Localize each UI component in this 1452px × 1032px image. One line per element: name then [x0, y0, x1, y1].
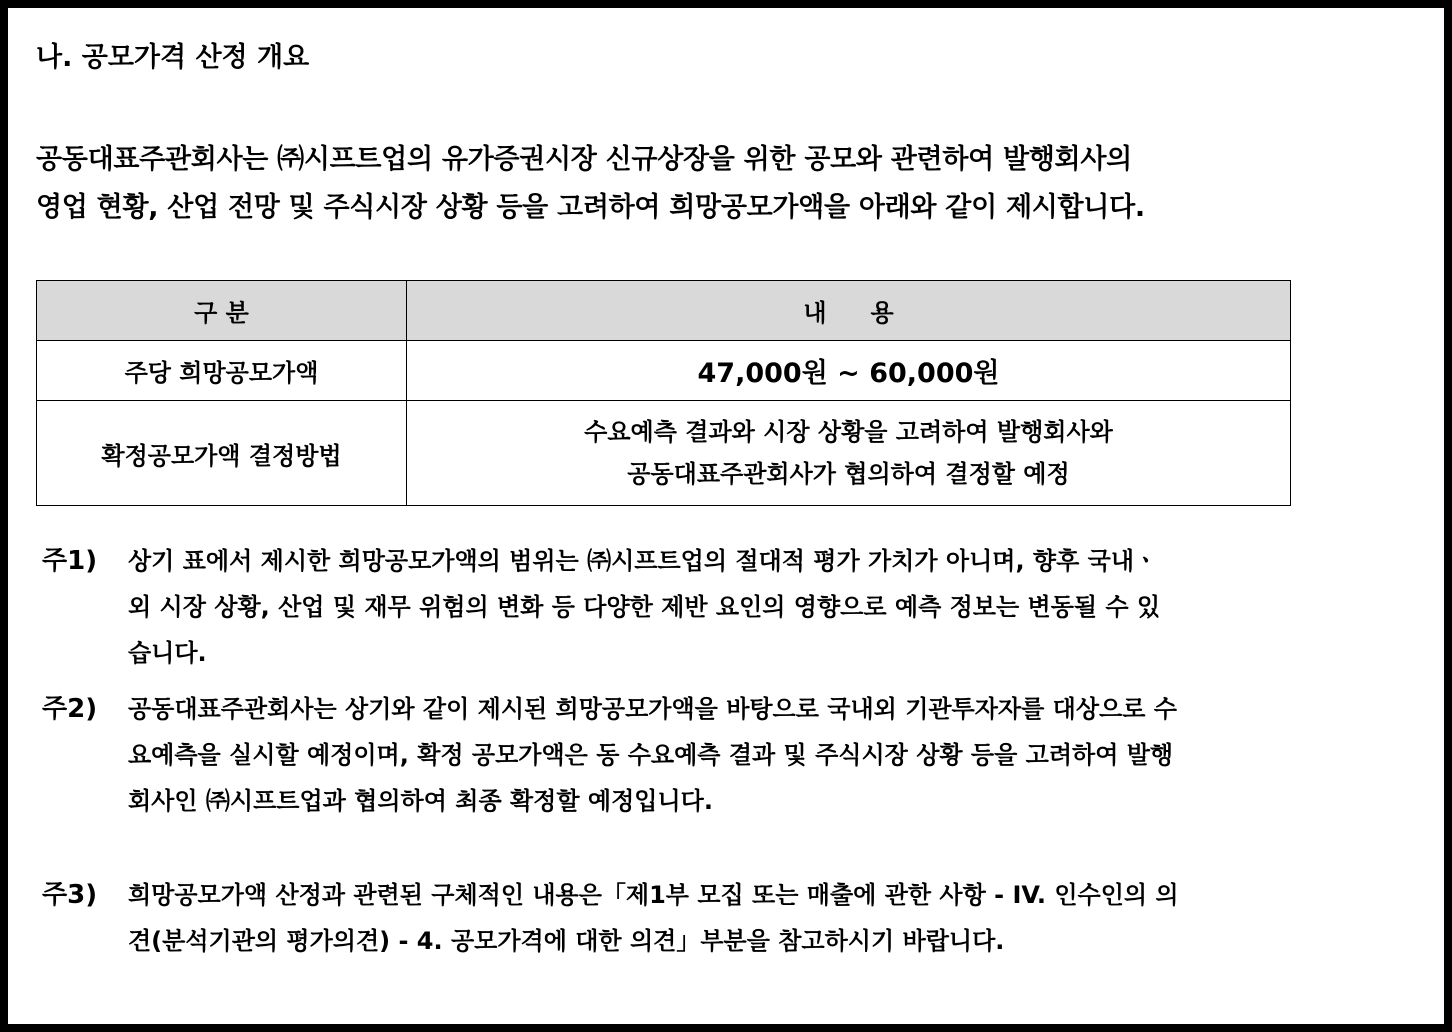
footnote-line: 희망공모가액 산정과 관련된 구체적인 내용은「제1부 모집 또는 매출에 관한 사항 - IV. 인수인의 의 — [128, 881, 1179, 909]
offering-price-table — [36, 280, 1291, 506]
header-content-part: 용 — [870, 299, 894, 327]
footnote-label: 주1) — [42, 546, 98, 576]
footnote-line: 습니다. — [128, 639, 207, 667]
footnote-line: 상기 표에서 제시한 희망공모가액의 범위는 ㈜시프트업의 절대적 평가 가치가 아니며, 향후 국내ㆍ — [128, 547, 1158, 575]
footnote-line: 공동대표주관회사는 상기와 같이 제시된 희망공모가액을 바탕으로 국내외 기관투자자를 대상으로 수 — [128, 695, 1177, 723]
footnote-line: 회사인 ㈜시프트업과 협의하여 최종 확정할 예정입니다. — [128, 787, 713, 815]
footnote-label: 주2) — [42, 694, 98, 724]
footnote-text — [128, 686, 1288, 824]
footnote-text — [128, 872, 1288, 964]
table-row — [37, 341, 1291, 401]
footnote-line: 견(분석기관의 평가의견) - 4. 공모가격에 대한 의견」부분을 참고하시기 바랍니다. — [128, 927, 1005, 955]
decision-method-value — [407, 401, 1291, 506]
intro-line: 공동대표주관회사는 ㈜시프트업의 유가증권시장 신규상장을 위한 공모와 관련하여 발행회사의 — [36, 144, 1132, 175]
header-content — [407, 281, 1291, 341]
section-heading: 나. 공모가격 산정 개요 — [36, 42, 310, 73]
header-category: 구 분 — [37, 281, 407, 341]
price-range-value: 47,000원 ~ 60,000원 — [407, 341, 1291, 401]
intro-paragraph — [36, 136, 1296, 232]
header-content-part: 내 — [803, 299, 827, 327]
row-label-method: 확정공모가액 결정방법 — [37, 401, 407, 506]
footnote-label: 주3) — [42, 880, 98, 910]
footnote-line: 외 시장 상황, 산업 및 재무 위험의 변화 등 다양한 제반 요인의 영향으로 예측 정보는 변동될 수 있 — [128, 593, 1161, 621]
intro-line: 영업 현황, 산업 전망 및 주식시장 상황 등을 고려하여 희망공모가액을 아래와 같이 제시합니다. — [36, 192, 1145, 223]
table-row — [37, 401, 1291, 506]
footnote-line: 요예측을 실시할 예정이며, 확정 공모가액은 동 수요예측 결과 및 주식시장 상황 등을 고려하여 발행 — [128, 741, 1174, 769]
row-label-price: 주당 희망공모가액 — [37, 341, 407, 401]
footnote-text — [128, 538, 1288, 676]
method-line: 공동대표주관회사가 협의하여 결정할 예정 — [627, 460, 1070, 488]
table-header-row — [37, 281, 1291, 341]
method-line: 수요예측 결과와 시장 상황을 고려하여 발행회사와 — [584, 418, 1113, 446]
document-page — [8, 8, 1444, 1024]
